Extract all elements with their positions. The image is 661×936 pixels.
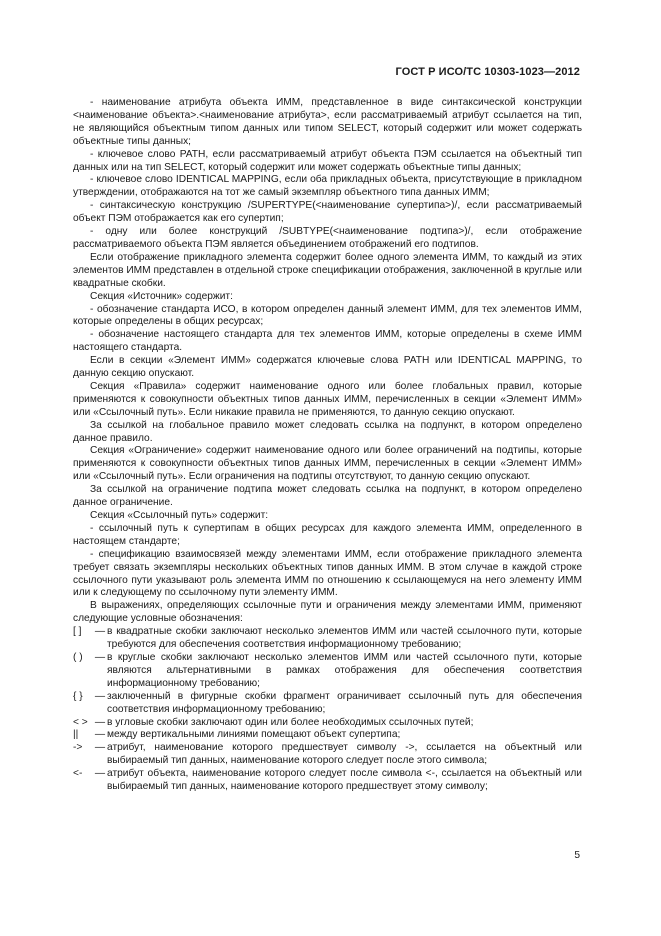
paragraph: Если отображение прикладного элемента содержит более одного элемента ИММ, то каждый из этих элементов ИММ представлен в отдельной строке спецификации отображения, заключенной в круглые или квадратные скобки. (73, 251, 582, 289)
notation-symbol: ( ) (73, 651, 83, 663)
notation-item (73, 691, 582, 717)
paragraph: - ссылочный путь к супертипам в общих ресурсах для каждого элемента ИММ, определенного в настоящем стандарте; (73, 522, 582, 547)
notation-symbol: { } (73, 690, 83, 702)
notation-symbol: < > (73, 716, 88, 728)
paragraph: Секция «Правила» содержит наименование одного или более глобальных правил, которые применяются к совокупности объектных типов данных ИММ, перечисленных в секции «Элемент ИММ» или «Ссылочный путь». Если никакие правила не применяются, то данную секцию опускают. (73, 380, 582, 418)
document-header: ГОСТ Р ИСО/ТС 10303-1023—2012 (395, 66, 580, 78)
notation-symbol: <- (73, 768, 83, 780)
paragraph: За ссылкой на ограничение подтипа может следовать ссылка на подпункт, в котором определено данное ограничение. (73, 484, 582, 509)
notation-dash: — (94, 626, 106, 638)
notation-item (73, 742, 582, 768)
document-body (73, 97, 582, 794)
notation-dash: — (94, 729, 106, 741)
notation-item (73, 729, 582, 742)
paragraph: - ключевое слово PATH, если рассматриваемый атрибут объекта ПЭМ ссылается на объектный тип данных или на тип SELECT, который содержит или может содержать объектные типы данных; (73, 148, 582, 173)
paragraph: - ключевое слово IDENTICAL MAPPING, если оба прикладных объекта, присутствующие в прикладном утверждении, отображаются на тот же самый экземпляр объектного типа данных ИММ; (73, 174, 582, 199)
notation-text: в круглые скобки заключают несколько элементов ИММ или частей ссылочного пути, которые являются альтернативными в рамках отображения для обеспечения соответствия информационному требованию; (107, 651, 582, 689)
paragraph: - обозначение стандарта ИСО, в котором определен данный элемент ИММ, для тех элементов ИММ, которые определены в общих ресурсах; (73, 303, 582, 328)
paragraph: Если в секции «Элемент ИММ» содержатся ключевые слова PATH или IDENTICAL MAPPING, то данную секцию опускают. (73, 355, 582, 380)
notation-symbol: [ ] (73, 626, 82, 638)
paragraph: - одну или более конструкций /SUBTYPE(<наименование подтипа>)/, если отображение рассматриваемого объекта ПЭМ является объединением отображений его подтипов. (73, 226, 582, 250)
notation-item (73, 717, 582, 730)
paragraph: - спецификацию взаимосвязей между элементами ИММ, если отображение прикладного элемента требует связать экземпляры нескольких объектных типов данных ИММ. В этом случае в каждой строке ссылочного пути указывают роль элемента ИММ по отношению к ссылающемуся на него элементу ИММ или к следующему по ссылочному пути элементу ИММ. (73, 548, 582, 599)
notation-text: заключенный в фигурные скобки фрагмент ограничивает ссылочный путь для обеспечения соответствия информационному требованию; (107, 690, 582, 715)
notation-item (73, 626, 582, 652)
paragraph: Секция «Источник» содержит: (90, 290, 233, 302)
notation-text: в квадратные скобки заключают несколько элементов ИММ или частей ссылочного пути, которые требуются для обеспечения соответствия информационному требованию; (107, 626, 582, 651)
paragraph: В выражениях, определяющих ссылочные пути и ограничения между элементами ИММ, применяют следующие условные обозначения: (73, 600, 582, 625)
notation-dash: — (94, 651, 106, 663)
paragraph: За ссылкой на глобальное правило может следовать ссылка на подпункт, в котором определено данное правило. (73, 419, 582, 444)
notation-dash: — (94, 742, 106, 754)
paragraph: Секция «Ссылочный путь» содержит: (90, 510, 269, 521)
page-number: 5 (574, 850, 580, 861)
paragraph: - обозначение настоящего стандарта для тех элементов ИММ, которые определены в схеме ИММ настоящего стандарта. (73, 329, 582, 354)
notation-item (73, 768, 582, 794)
notation-text: атрибут объекта, наименование которого следует после символа <-, ссылается на объектный или выбираемый тип данных, наименование которого предшествует этому символу; (107, 768, 582, 793)
notation-item (73, 652, 582, 691)
paragraph: - синтаксическую конструкцию /SUPERTYPE(<наименование супертипа>)/, если рассматриваемый объект ПЭМ отображается как его супертип; (73, 200, 582, 225)
paragraph: - наименование атрибута объекта ИММ, представленное в виде синтаксической конструкции <наименование объекта>.<наименование атрибута>, если рассматриваемый атрибут ссылается на тип, не являющийся объектным типом данных или типом SELECT, который содержит или может содержать объектные типы данных; (73, 97, 582, 147)
notation-symbol: || (73, 729, 79, 741)
notation-dash: — (94, 768, 106, 780)
notation-dash: — (94, 690, 106, 702)
paragraph: Секция «Ограничение» содержит наименование одного или более ограничений на подтипы, которые применяются к совокупности объектных типов данных ИММ, перечисленных в секции «Элемент ИММ» или «Ссылочный путь». Если ограничения на подтипы отсутствуют, то данную секцию опускают. (73, 445, 582, 483)
notation-symbol: -> (73, 742, 83, 754)
notation-text: в угловые скобки заключают один или более необходимых ссылочных путей; (107, 716, 474, 728)
notation-text: атрибут, наименование которого предшествует символу ->, ссылается на объектный или выбираемый тип данных, наименование которого следует после этого символа; (107, 742, 582, 767)
notation-dash: — (94, 716, 106, 728)
notation-text: между вертикальными линиями помещают объект супертипа; (107, 729, 401, 741)
